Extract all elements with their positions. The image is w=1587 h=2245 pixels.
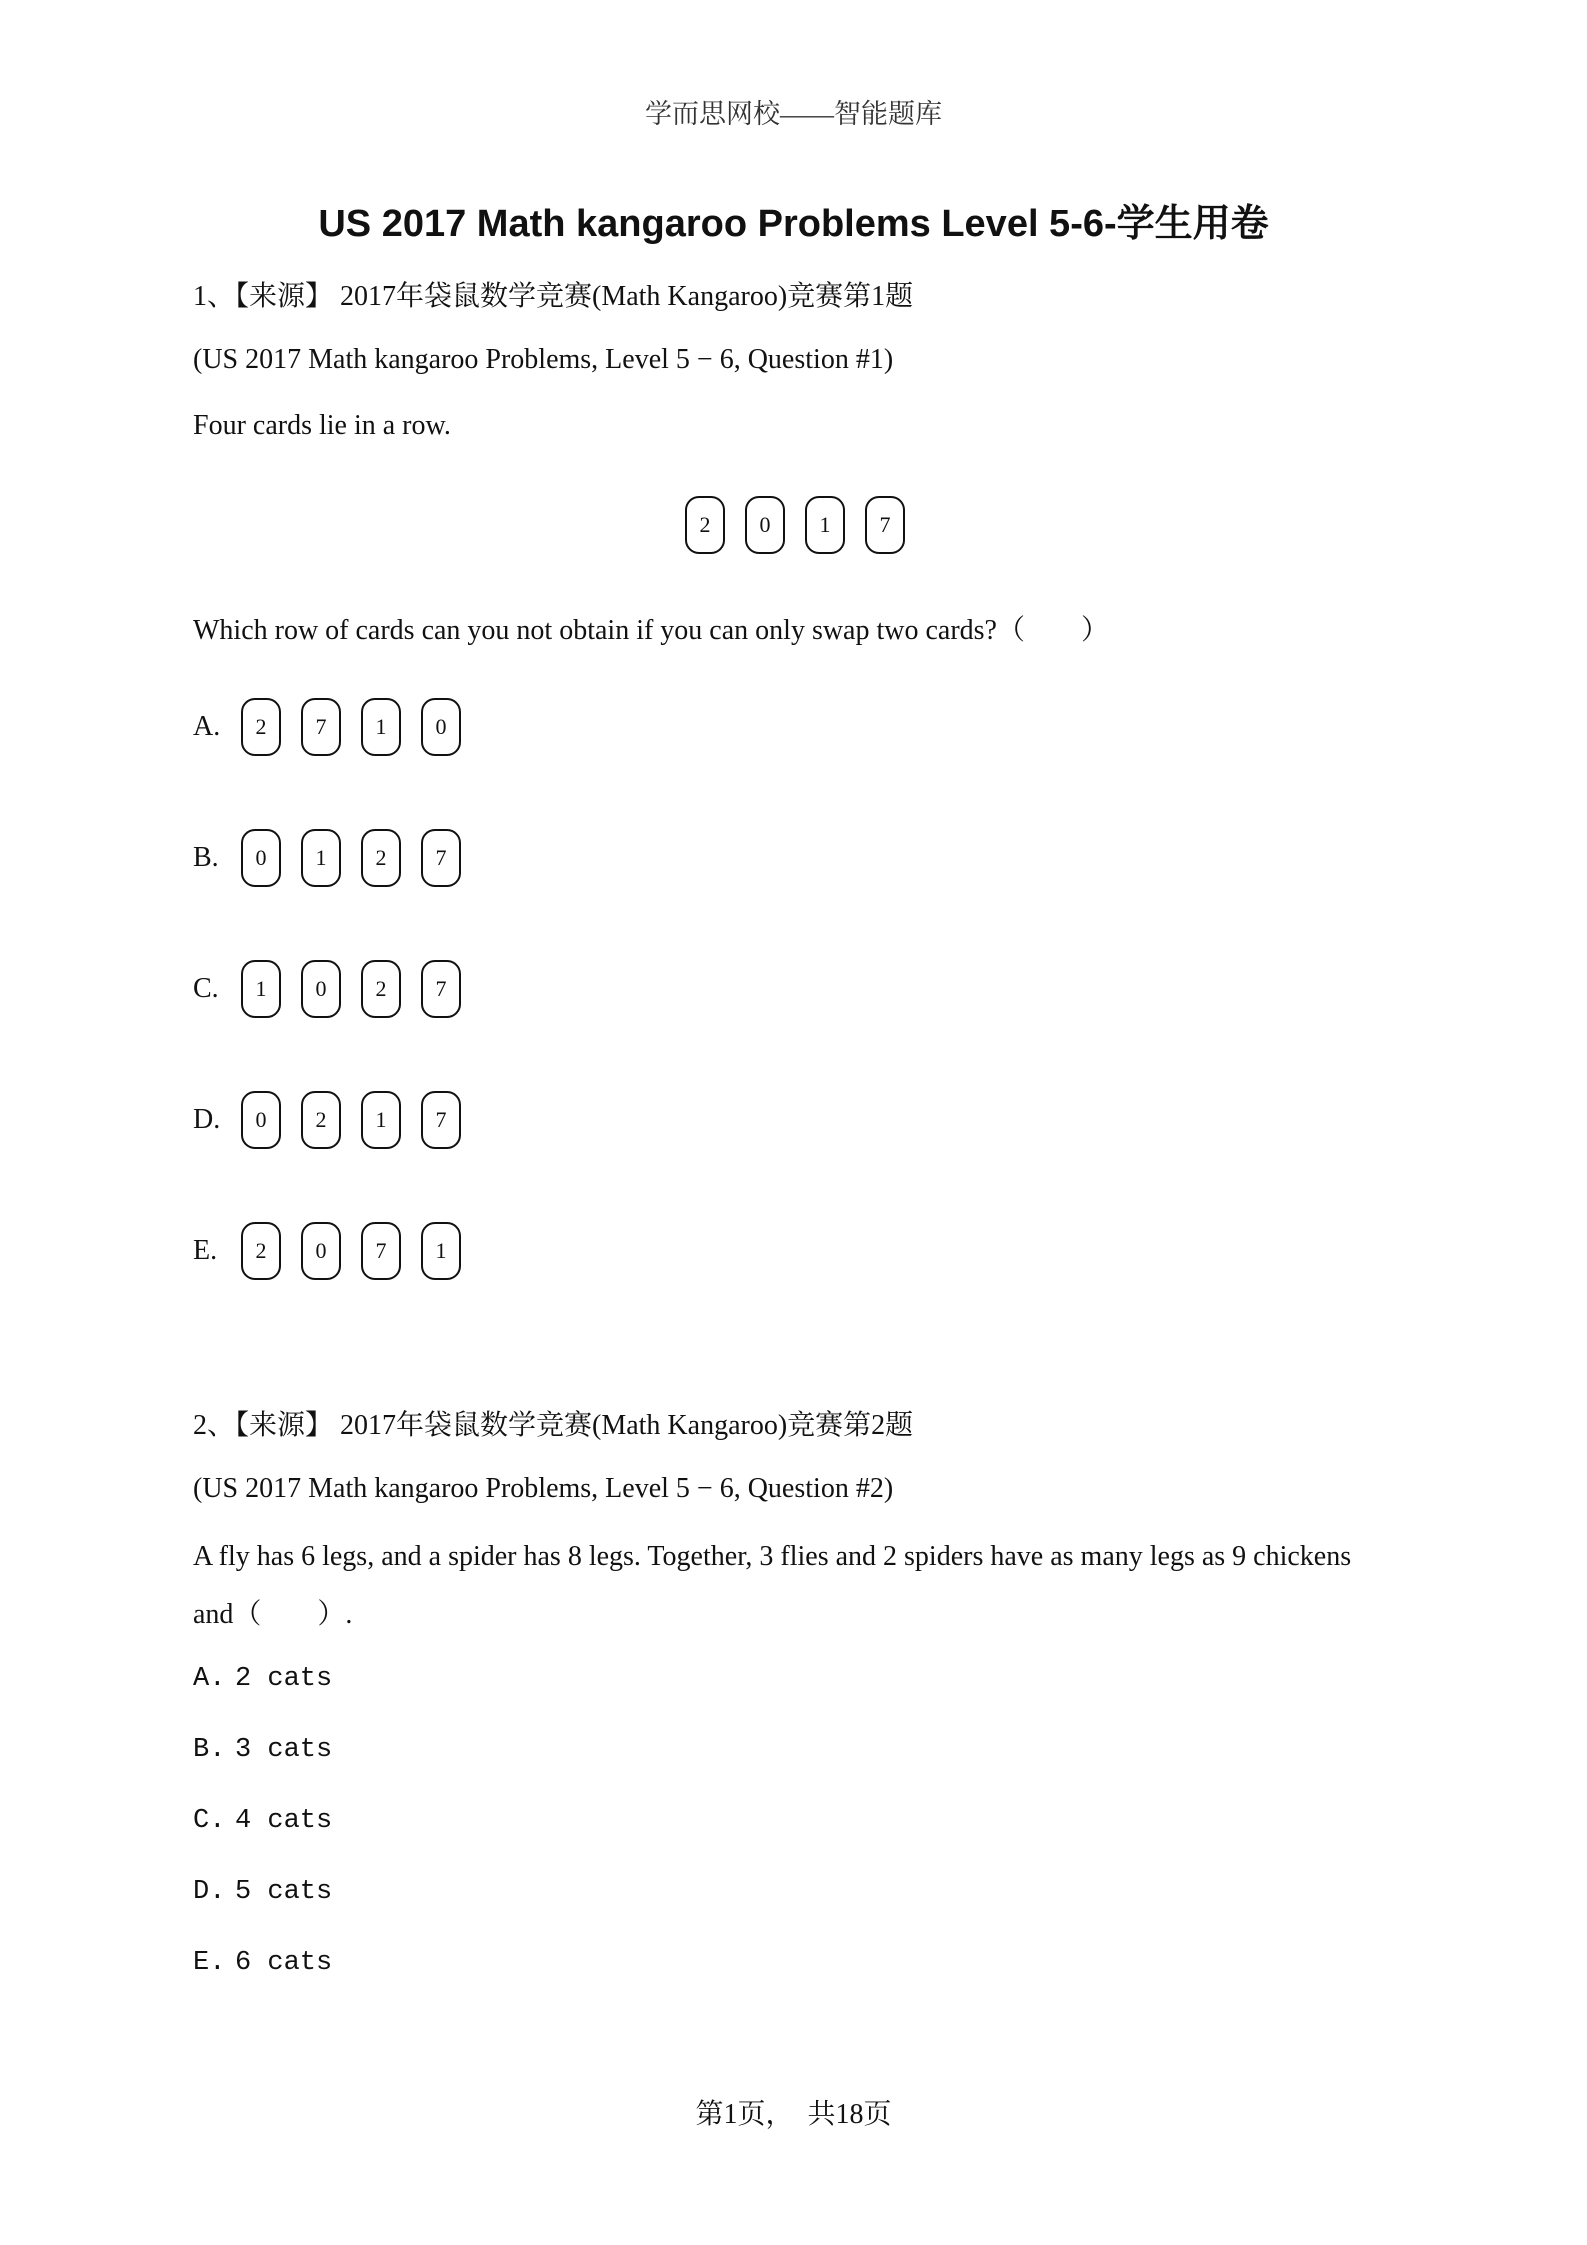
- card: 2: [241, 1222, 281, 1280]
- q1-reference: (US 2017 Math kangaroo Problems, Level 5 − 6, Question #1): [193, 344, 894, 375]
- q1-option-b[interactable]: [193, 829, 461, 887]
- card: 1: [241, 960, 281, 1018]
- q2-option-b[interactable]: [193, 1735, 332, 1765]
- card: 1: [805, 496, 845, 554]
- option-label: E.: [193, 1235, 218, 1266]
- document-title: US 2017 Math kangaroo Problems Level 5-6-学生用卷: [318, 203, 1269, 245]
- card: 7: [421, 1091, 461, 1149]
- option-text: 3 cats: [235, 1735, 333, 1765]
- option-label: C.: [193, 973, 219, 1004]
- card: 0: [301, 1222, 341, 1280]
- page-footer: 第1页， 共18页: [695, 2099, 892, 2130]
- card: 0: [241, 829, 281, 887]
- card: 7: [421, 829, 461, 887]
- q2-source: 2、【来源】 2017年袋鼠数学竞赛(Math Kangaroo)竞赛第2题: [193, 1410, 914, 1441]
- q1-option-d[interactable]: [193, 1091, 461, 1149]
- card: 2: [361, 960, 401, 1018]
- card: 0: [241, 1091, 281, 1149]
- card: 0: [745, 496, 785, 554]
- q1-question: Which row of cards can you not obtain if you can only swap two cards?（ ）: [193, 615, 1109, 646]
- card: 2: [685, 496, 725, 554]
- card: 0: [301, 960, 341, 1018]
- option-text: 4 cats: [235, 1806, 333, 1836]
- q1-card-row: [685, 496, 905, 554]
- option-text: 2 cats: [235, 1664, 333, 1694]
- q2-reference: (US 2017 Math kangaroo Problems, Level 5 − 6, Question #2): [193, 1473, 894, 1504]
- page-header: 学而思网校——智能题库: [645, 99, 942, 129]
- card: 7: [421, 960, 461, 1018]
- q2-option-c[interactable]: [193, 1806, 332, 1836]
- option-text: 5 cats: [235, 1877, 333, 1907]
- q1-option-c[interactable]: [193, 960, 461, 1018]
- q2-option-a[interactable]: [193, 1664, 332, 1694]
- option-label: A.: [193, 1664, 226, 1694]
- card: 2: [301, 1091, 341, 1149]
- option-label: B.: [193, 1735, 226, 1765]
- card: 2: [241, 698, 281, 756]
- q1-source: 1、【来源】 2017年袋鼠数学竞赛(Math Kangaroo)竞赛第1题: [193, 281, 914, 312]
- q2-statement-line2: and（ ）.: [193, 1599, 353, 1630]
- option-label: E.: [193, 1948, 226, 1978]
- q1-option-a[interactable]: [193, 698, 461, 756]
- card: 2: [361, 829, 401, 887]
- option-label: C.: [193, 1806, 226, 1836]
- card: 7: [361, 1222, 401, 1280]
- card: 1: [301, 829, 341, 887]
- option-label: A.: [193, 711, 221, 742]
- option-text: 6 cats: [235, 1948, 333, 1978]
- card: 1: [421, 1222, 461, 1280]
- option-label: D.: [193, 1104, 221, 1135]
- option-label: D.: [193, 1877, 226, 1907]
- card: 0: [421, 698, 461, 756]
- q2-option-d[interactable]: [193, 1877, 332, 1907]
- q2-option-e[interactable]: [193, 1948, 332, 1978]
- q2-statement-line1: A fly has 6 legs, and a spider has 8 legs. Together, 3 flies and 2 spiders have as many legs as 9 chickens: [193, 1541, 1352, 1572]
- card: 7: [301, 698, 341, 756]
- option-label: B.: [193, 842, 219, 873]
- card: 1: [361, 1091, 401, 1149]
- q1-statement: Four cards lie in a row.: [193, 410, 451, 441]
- q1-option-e[interactable]: [193, 1222, 461, 1280]
- card: 7: [865, 496, 905, 554]
- card: 1: [361, 698, 401, 756]
